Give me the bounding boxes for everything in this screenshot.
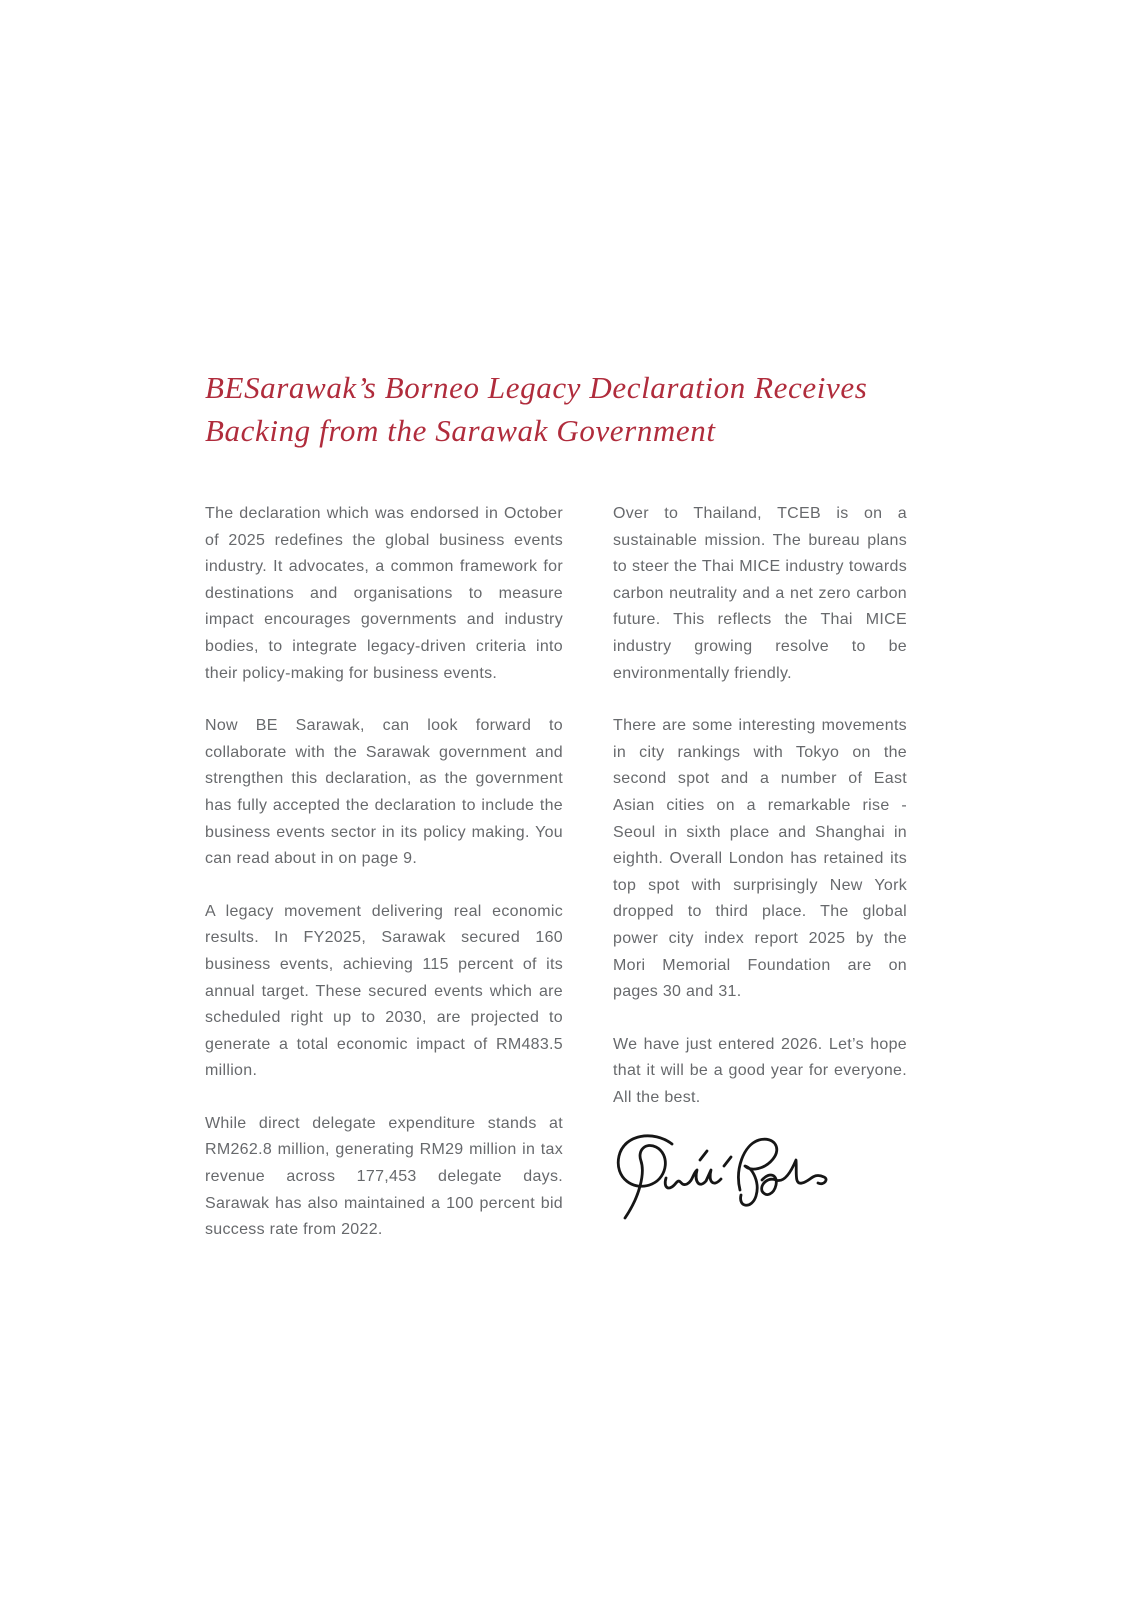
signature-image bbox=[610, 1128, 838, 1230]
signature-stroke-capital-loop bbox=[739, 1139, 777, 1205]
article-title bbox=[205, 366, 925, 452]
left-column bbox=[205, 501, 563, 1270]
paragraph-city-rankings: There are some interesting movements in city rankings with Tokyo on the second spot and a number of East Asian cities on a remarkable rise - Seoul in sixth place and Shanghai in eighth. Overall London has retained its top spot with surprisingly New York dropped to third place. The global power city index report 2025 by the Mori Memorial Foundation are on pages 30 and 31. bbox=[613, 717, 907, 1001]
signature-stroke-tail-flourish bbox=[762, 1160, 826, 1195]
signature-handwriting-icon bbox=[610, 1128, 838, 1230]
signature-stroke-tick-2 bbox=[724, 1157, 731, 1166]
signature-stroke-middle-letters bbox=[665, 1170, 721, 1188]
paragraph-be-sarawak-collaborate: Now BE Sarawak, can look forward to collaborate with the Sarawak government and strengthen this declaration, as the government has fully accepted the declaration to include the business events sector in its policy making. You can read about in on page 9. bbox=[205, 717, 563, 868]
right-column bbox=[613, 501, 907, 1137]
paragraph-declaration-endorsed: The declaration which was endorsed in October of 2025 redefines the global business events industry. It advocates, a common framework for destinations and organisations to measure impact encourages governments and industry bodies, to integrate legacy-driven criteria into their policy-making for business events. bbox=[205, 505, 563, 682]
signature-stroke-tick-1 bbox=[700, 1151, 707, 1160]
paragraph-thailand-tceb: Over to Thailand, TCEB is on a sustainable mission. The bureau plans to steer the Thai MICE industry towards carbon neutrality and a net zero carbon future. This reflects the Thai MICE industry growing resolve to be environmentally friendly. bbox=[613, 505, 907, 682]
signature-stroke-initial-loop bbox=[618, 1136, 672, 1218]
paragraph-entered-2026: We have just entered 2026. Let’s hope that it will be a good year for everyone. All the best. bbox=[613, 1035, 907, 1106]
article-title-line2: Backing from the Sarawak Government bbox=[205, 413, 716, 448]
paragraph-delegate-expenditure: While direct delegate expenditure stands at RM262.8 million, generating RM29 million in tax revenue across 177,453 delegate days. Sarawak has also maintained a 100 percent bid success rate from 2022. bbox=[205, 1114, 563, 1239]
article-title-line1: BESarawak’s Borneo Legacy Declaration Receives bbox=[205, 370, 868, 405]
paragraph-legacy-movement: A legacy movement delivering real economic results. In FY2025, Sarawak secured 160 business events, achieving 115 percent of its annual target. These secured events which are scheduled right up to 2030, are projected to generate a total economic impact of RM483.5 million. bbox=[205, 902, 563, 1080]
